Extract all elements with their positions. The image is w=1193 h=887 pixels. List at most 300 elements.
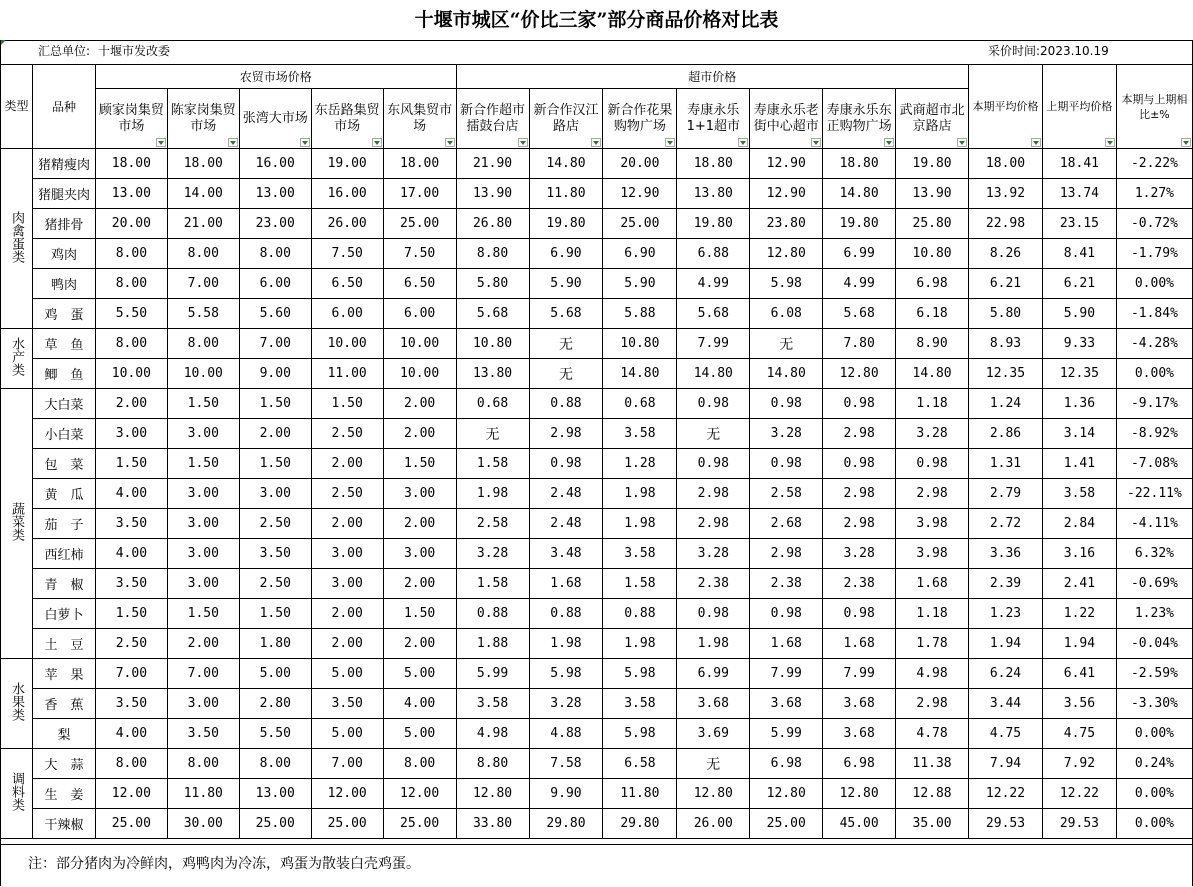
price-cell: 3.48 (529, 539, 603, 569)
price-cell: 12.90 (603, 179, 677, 209)
price-cell: 8.00 (95, 329, 167, 359)
price-cell: 14.80 (896, 359, 969, 389)
price-cell: 25.00 (95, 809, 167, 839)
price-cell: 13.80 (677, 179, 750, 209)
header-supermarket-label: 武商超市北京路店 (899, 102, 965, 134)
price-cell: 3.28 (529, 689, 603, 719)
table-row (1, 689, 1193, 719)
price-cell: 2.00 (167, 629, 239, 659)
price-cell: 5.90 (603, 269, 677, 299)
price-cell: 12.80 (677, 779, 750, 809)
price-cell: 10.00 (383, 359, 456, 389)
price-cell: 19.00 (311, 149, 383, 179)
price-cell: 5.00 (383, 659, 456, 689)
price-cell: 7.99 (677, 329, 750, 359)
product-name: 白萝卜 (32, 599, 95, 629)
price-cell: 6.88 (677, 239, 750, 269)
category-label: 肉禽蛋类 (8, 210, 24, 263)
price-cell: 1.18 (896, 599, 969, 629)
price-cell: -22.11% (1116, 479, 1192, 509)
filter-dropdown-icon[interactable] (1105, 138, 1115, 147)
price-cell: 5.88 (603, 299, 677, 329)
price-cell: 8.00 (239, 749, 311, 779)
price-cell: 1.50 (383, 449, 456, 479)
price-cell: 1.94 (1042, 629, 1116, 659)
price-cell: 8.00 (383, 749, 456, 779)
filter-dropdown-icon[interactable] (738, 138, 748, 147)
price-cell: 0.98 (896, 449, 969, 479)
price-cell: 5.58 (167, 299, 239, 329)
price-cell: 2.41 (1042, 569, 1116, 599)
price-cell: 1.50 (167, 599, 239, 629)
price-cell: 0.68 (603, 389, 677, 419)
price-cell: 1.36 (1042, 389, 1116, 419)
price-cell: 3.98 (896, 509, 969, 539)
price-cell: 2.38 (823, 569, 896, 599)
product-name: 包 菜 (32, 449, 95, 479)
header-market (239, 89, 311, 149)
price-cell: 2.00 (311, 599, 383, 629)
price-cell: 18.00 (167, 149, 239, 179)
product-name: 香 蕉 (32, 689, 95, 719)
price-cell: 7.00 (311, 749, 383, 779)
price-cell: 2.00 (383, 509, 456, 539)
product-name: 猪腿夹肉 (32, 179, 95, 209)
table-row (1, 389, 1193, 419)
price-cell: 7.50 (311, 239, 383, 269)
price-cell: 1.50 (239, 599, 311, 629)
table-row (1, 569, 1193, 599)
price-cell: 1.50 (95, 599, 167, 629)
price-cell: 0.98 (750, 389, 823, 419)
price-cell: 0.98 (823, 389, 896, 419)
summary-unit-label: 汇总单位: (38, 44, 91, 58)
price-cell: 0.88 (603, 599, 677, 629)
product-name: 猪精瘦肉 (32, 149, 95, 179)
price-cell: 4.99 (823, 269, 896, 299)
price-cell: -9.17% (1116, 389, 1192, 419)
price-cell: 7.94 (969, 749, 1043, 779)
price-cell: 12.80 (823, 779, 896, 809)
product-name: 苹 果 (32, 659, 95, 689)
filter-dropdown-icon[interactable] (300, 138, 310, 147)
price-cell: 无 (677, 419, 750, 449)
price-cell: 0.98 (750, 449, 823, 479)
product-name: 西红柿 (32, 539, 95, 569)
price-cell: 1.78 (896, 629, 969, 659)
price-cell: 23.80 (750, 209, 823, 239)
table-row (1, 719, 1193, 749)
header-supermarket (896, 89, 969, 149)
price-cell: 3.00 (167, 689, 239, 719)
price-cell: 12.00 (311, 779, 383, 809)
price-cell: 3.16 (1042, 539, 1116, 569)
price-cell: 1.50 (239, 389, 311, 419)
price-cell: 6.99 (677, 659, 750, 689)
table-row (1, 629, 1193, 659)
header-market-label: 顾家岗集贸市场 (98, 102, 164, 134)
category-cell (1, 389, 33, 659)
header-supermarket-label: 新合作超市擂鼓台店 (460, 102, 526, 134)
price-cell: 2.00 (311, 449, 383, 479)
header-supermarket (750, 89, 823, 149)
category-label: 蔬菜类 (8, 502, 24, 541)
price-cell: 5.90 (529, 269, 603, 299)
price-cell: 6.99 (823, 239, 896, 269)
price-cell: 3.00 (383, 479, 456, 509)
price-cell: 4.00 (383, 689, 456, 719)
price-cell: 2.98 (677, 479, 750, 509)
price-cell: 0.88 (456, 599, 529, 629)
price-cell: 5.00 (383, 719, 456, 749)
price-cell: 7.58 (529, 749, 603, 779)
category-label: 调料类 (8, 772, 24, 811)
filter-dropdown-icon[interactable] (156, 138, 166, 147)
price-cell: 6.32% (1116, 539, 1192, 569)
category-cell (1, 149, 33, 329)
price-cell: 6.21 (1042, 269, 1116, 299)
price-cell: 6.50 (311, 269, 383, 299)
table-row (1, 779, 1193, 809)
price-cell: 7.92 (1042, 749, 1116, 779)
price-cell: 1.58 (603, 569, 677, 599)
filter-dropdown-icon[interactable] (445, 138, 455, 147)
category-label: 水产类 (8, 337, 24, 376)
price-cell: 3.58 (603, 689, 677, 719)
table-row (1, 599, 1193, 629)
header-supermarket-label: 新合作汉江路店 (533, 102, 599, 134)
price-cell: 2.98 (823, 419, 896, 449)
price-cell: 3.00 (239, 479, 311, 509)
price-cell: 1.98 (603, 509, 677, 539)
price-cell: 45.00 (823, 809, 896, 839)
price-cell: 5.00 (311, 719, 383, 749)
header-market (167, 89, 239, 149)
price-cell: 5.98 (603, 659, 677, 689)
table-row (1, 149, 1193, 179)
table-row (1, 509, 1193, 539)
price-cell: 3.28 (896, 419, 969, 449)
price-cell: 6.08 (750, 299, 823, 329)
price-cell: 30.00 (167, 809, 239, 839)
collection-date: 采价时间:2023.10.19 (988, 44, 1109, 58)
price-cell: 1.80 (239, 629, 311, 659)
price-cell: 19.80 (823, 209, 896, 239)
price-cell: 18.80 (823, 149, 896, 179)
price-cell: 1.68 (896, 569, 969, 599)
product-name: 鸡 蛋 (32, 299, 95, 329)
category-cell (1, 659, 33, 749)
footer-note: 注：部分猪肉为冷鲜肉，鸡鸭肉为冷冻，鸡蛋为散装白壳鸡蛋。 (28, 856, 420, 872)
price-cell: 12.00 (383, 779, 456, 809)
table-row (1, 749, 1193, 779)
price-cell: 4.00 (95, 719, 167, 749)
price-cell: 11.80 (603, 779, 677, 809)
price-cell: 4.78 (896, 719, 969, 749)
price-cell: 1.98 (677, 629, 750, 659)
product-name: 猪排骨 (32, 209, 95, 239)
price-cell: 1.18 (896, 389, 969, 419)
price-cell: 5.60 (239, 299, 311, 329)
price-cell: 2.50 (311, 419, 383, 449)
header-type: 类型 (1, 65, 33, 149)
price-cell: 1.88 (456, 629, 529, 659)
table-row (1, 479, 1193, 509)
price-cell: 10.80 (603, 329, 677, 359)
price-cell: 26.00 (677, 809, 750, 839)
price-cell: 4.00 (95, 479, 167, 509)
price-cell: 23.00 (239, 209, 311, 239)
price-cell: 12.00 (95, 779, 167, 809)
price-table (0, 64, 1193, 839)
price-cell: 10.00 (383, 329, 456, 359)
header-prev-avg-label: 上期平均价格 (1046, 100, 1113, 113)
price-cell: 1.22 (1042, 599, 1116, 629)
price-cell: 0.98 (529, 449, 603, 479)
price-cell: 0.00% (1116, 809, 1192, 839)
price-cell: 1.98 (456, 479, 529, 509)
header-market-label: 陈家岗集贸市场 (170, 102, 236, 134)
price-cell: 6.90 (529, 239, 603, 269)
price-cell: 3.58 (456, 689, 529, 719)
product-name: 鲫 鱼 (32, 359, 95, 389)
price-cell: 1.23% (1116, 599, 1192, 629)
price-cell: 0.98 (823, 599, 896, 629)
price-cell: 1.24 (969, 389, 1043, 419)
price-cell: 25.00 (603, 209, 677, 239)
price-cell: 22.98 (969, 209, 1043, 239)
price-cell: -0.72% (1116, 209, 1192, 239)
price-cell: 3.50 (95, 689, 167, 719)
price-cell: 9.90 (529, 779, 603, 809)
price-cell: 8.00 (167, 239, 239, 269)
price-cell: 2.98 (529, 419, 603, 449)
table-row (1, 209, 1193, 239)
price-cell: 3.44 (969, 689, 1043, 719)
price-cell: 无 (456, 419, 529, 449)
price-cell: 无 (677, 749, 750, 779)
price-cell: 5.50 (95, 299, 167, 329)
filter-dropdown-icon[interactable] (1181, 138, 1191, 147)
price-cell: 3.00 (167, 479, 239, 509)
price-cell: 6.00 (311, 299, 383, 329)
price-cell: -1.79% (1116, 239, 1192, 269)
price-cell: 6.18 (896, 299, 969, 329)
price-cell: 3.58 (1042, 479, 1116, 509)
header-market-label: 东风集贸市场 (387, 102, 453, 134)
price-cell: -2.59% (1116, 659, 1192, 689)
price-cell: 1.94 (969, 629, 1043, 659)
price-cell: 12.90 (750, 179, 823, 209)
price-cell: 4.75 (1042, 719, 1116, 749)
product-name: 青 椒 (32, 569, 95, 599)
price-cell: 12.35 (969, 359, 1043, 389)
price-cell: 2.58 (750, 479, 823, 509)
price-cell: 0.00% (1116, 269, 1192, 299)
price-cell: 3.28 (456, 539, 529, 569)
price-cell: 18.00 (95, 149, 167, 179)
price-cell: -7.08% (1116, 449, 1192, 479)
price-cell: 17.00 (383, 179, 456, 209)
filter-dropdown-icon[interactable] (1031, 138, 1041, 147)
price-cell: 1.50 (167, 449, 239, 479)
header-market (383, 89, 456, 149)
price-cell: 12.35 (1042, 359, 1116, 389)
price-cell: 1.98 (529, 629, 603, 659)
price-cell: 3.00 (167, 419, 239, 449)
price-cell: -4.28% (1116, 329, 1192, 359)
price-cell: 21.90 (456, 149, 529, 179)
price-cell: 18.00 (383, 149, 456, 179)
price-cell: 3.50 (311, 689, 383, 719)
price-cell: 2.98 (896, 479, 969, 509)
price-cell: 3.56 (1042, 689, 1116, 719)
price-cell: 14.80 (823, 179, 896, 209)
filter-dropdown-icon[interactable] (372, 138, 382, 147)
price-cell: 4.88 (529, 719, 603, 749)
price-cell: 16.00 (311, 179, 383, 209)
header-prev-avg (1042, 65, 1116, 149)
price-cell: 0.88 (529, 389, 603, 419)
price-cell: 8.80 (456, 749, 529, 779)
price-cell: 7.00 (95, 659, 167, 689)
price-cell: 29.80 (603, 809, 677, 839)
header-change-label: 本期与上期相比±% (1121, 92, 1188, 121)
price-cell: 12.22 (1042, 779, 1116, 809)
price-cell: 14.80 (750, 359, 823, 389)
price-cell: 9.33 (1042, 329, 1116, 359)
product-name: 茄 子 (32, 509, 95, 539)
price-cell: 3.98 (896, 539, 969, 569)
price-cell: -2.22% (1116, 149, 1192, 179)
price-cell: 8.00 (95, 269, 167, 299)
filter-dropdown-icon[interactable] (518, 138, 528, 147)
price-cell: 1.58 (456, 449, 529, 479)
price-cell: 7.99 (823, 659, 896, 689)
header-supermarket (677, 89, 750, 149)
price-cell: 21.00 (167, 209, 239, 239)
price-cell: -1.84% (1116, 299, 1192, 329)
price-cell: 2.38 (677, 569, 750, 599)
price-cell: 13.00 (239, 179, 311, 209)
price-cell: 11.80 (167, 779, 239, 809)
price-cell: 11.38 (896, 749, 969, 779)
price-cell: 2.50 (95, 629, 167, 659)
price-cell: 4.75 (969, 719, 1043, 749)
price-cell: 3.68 (750, 689, 823, 719)
table-row (1, 809, 1193, 839)
price-cell: 3.00 (95, 419, 167, 449)
category-label: 水果类 (8, 682, 24, 721)
price-cell: 1.31 (969, 449, 1043, 479)
price-cell: 11.00 (311, 359, 383, 389)
price-cell: 1.68 (529, 569, 603, 599)
table-row (1, 269, 1193, 299)
product-name: 鸡肉 (32, 239, 95, 269)
filter-dropdown-icon[interactable] (591, 138, 601, 147)
price-cell: 10.80 (896, 239, 969, 269)
price-cell: 5.98 (529, 659, 603, 689)
header-supermarket-label: 新合作花果购物广场 (607, 102, 673, 134)
price-cell: 0.98 (677, 599, 750, 629)
price-cell: 19.80 (677, 209, 750, 239)
price-cell: 无 (750, 329, 823, 359)
price-cell: 2.98 (750, 539, 823, 569)
filter-dropdown-icon[interactable] (957, 138, 967, 147)
price-cell: 6.98 (823, 749, 896, 779)
price-cell: 2.00 (383, 569, 456, 599)
price-cell: 1.68 (750, 629, 823, 659)
price-cell: 16.00 (239, 149, 311, 179)
price-cell: 2.98 (823, 509, 896, 539)
table-row (1, 239, 1193, 269)
product-name: 干辣椒 (32, 809, 95, 839)
price-cell: 2.50 (239, 509, 311, 539)
price-cell: 10.00 (167, 359, 239, 389)
price-cell: 2.84 (1042, 509, 1116, 539)
price-cell: 26.80 (456, 209, 529, 239)
product-name: 鸭肉 (32, 269, 95, 299)
price-cell: 14.80 (529, 149, 603, 179)
price-cell: -0.69% (1116, 569, 1192, 599)
price-cell: 3.00 (383, 539, 456, 569)
price-cell: 5.99 (750, 719, 823, 749)
table-row (1, 659, 1193, 689)
price-cell: 6.90 (603, 239, 677, 269)
header-supermarket-label: 寿康永乐1+1超市 (686, 102, 741, 134)
price-cell: 8.00 (95, 749, 167, 779)
price-cell: 3.50 (95, 569, 167, 599)
product-name: 小白菜 (32, 419, 95, 449)
price-cell: 8.26 (969, 239, 1043, 269)
price-cell: 19.80 (896, 149, 969, 179)
product-name: 草 鱼 (32, 329, 95, 359)
filter-dropdown-icon[interactable] (884, 138, 894, 147)
price-cell: 18.41 (1042, 149, 1116, 179)
price-cell: -3.30% (1116, 689, 1192, 719)
price-cell: 10.00 (95, 359, 167, 389)
filter-dropdown-icon[interactable] (665, 138, 675, 147)
filter-dropdown-icon[interactable] (228, 138, 238, 147)
price-cell: 2.68 (750, 509, 823, 539)
price-cell: 1.68 (823, 629, 896, 659)
price-cell: 6.41 (1042, 659, 1116, 689)
price-cell: 3.58 (603, 419, 677, 449)
price-cell: 0.98 (677, 389, 750, 419)
price-cell: -0.04% (1116, 629, 1192, 659)
left-border (0, 40, 1, 886)
price-cell: 6.00 (383, 299, 456, 329)
header-supermarket (529, 89, 603, 149)
price-cell: 3.50 (95, 509, 167, 539)
header-market-label: 张湾大市场 (242, 110, 308, 126)
filter-dropdown-icon[interactable] (811, 138, 821, 147)
price-cell: 2.00 (383, 629, 456, 659)
category-cell (1, 749, 33, 839)
price-cell: 5.98 (750, 269, 823, 299)
price-cell: 2.00 (311, 509, 383, 539)
price-cell: 13.80 (456, 359, 529, 389)
header-supermarket-group: 超市价格 (456, 65, 968, 89)
price-cell: 1.98 (603, 629, 677, 659)
product-name: 大 蒜 (32, 749, 95, 779)
price-cell: 1.50 (383, 599, 456, 629)
price-cell: 1.41 (1042, 449, 1116, 479)
price-cell: 1.28 (603, 449, 677, 479)
table-row (1, 299, 1193, 329)
price-cell: 25.00 (311, 809, 383, 839)
price-cell: 3.28 (750, 419, 823, 449)
